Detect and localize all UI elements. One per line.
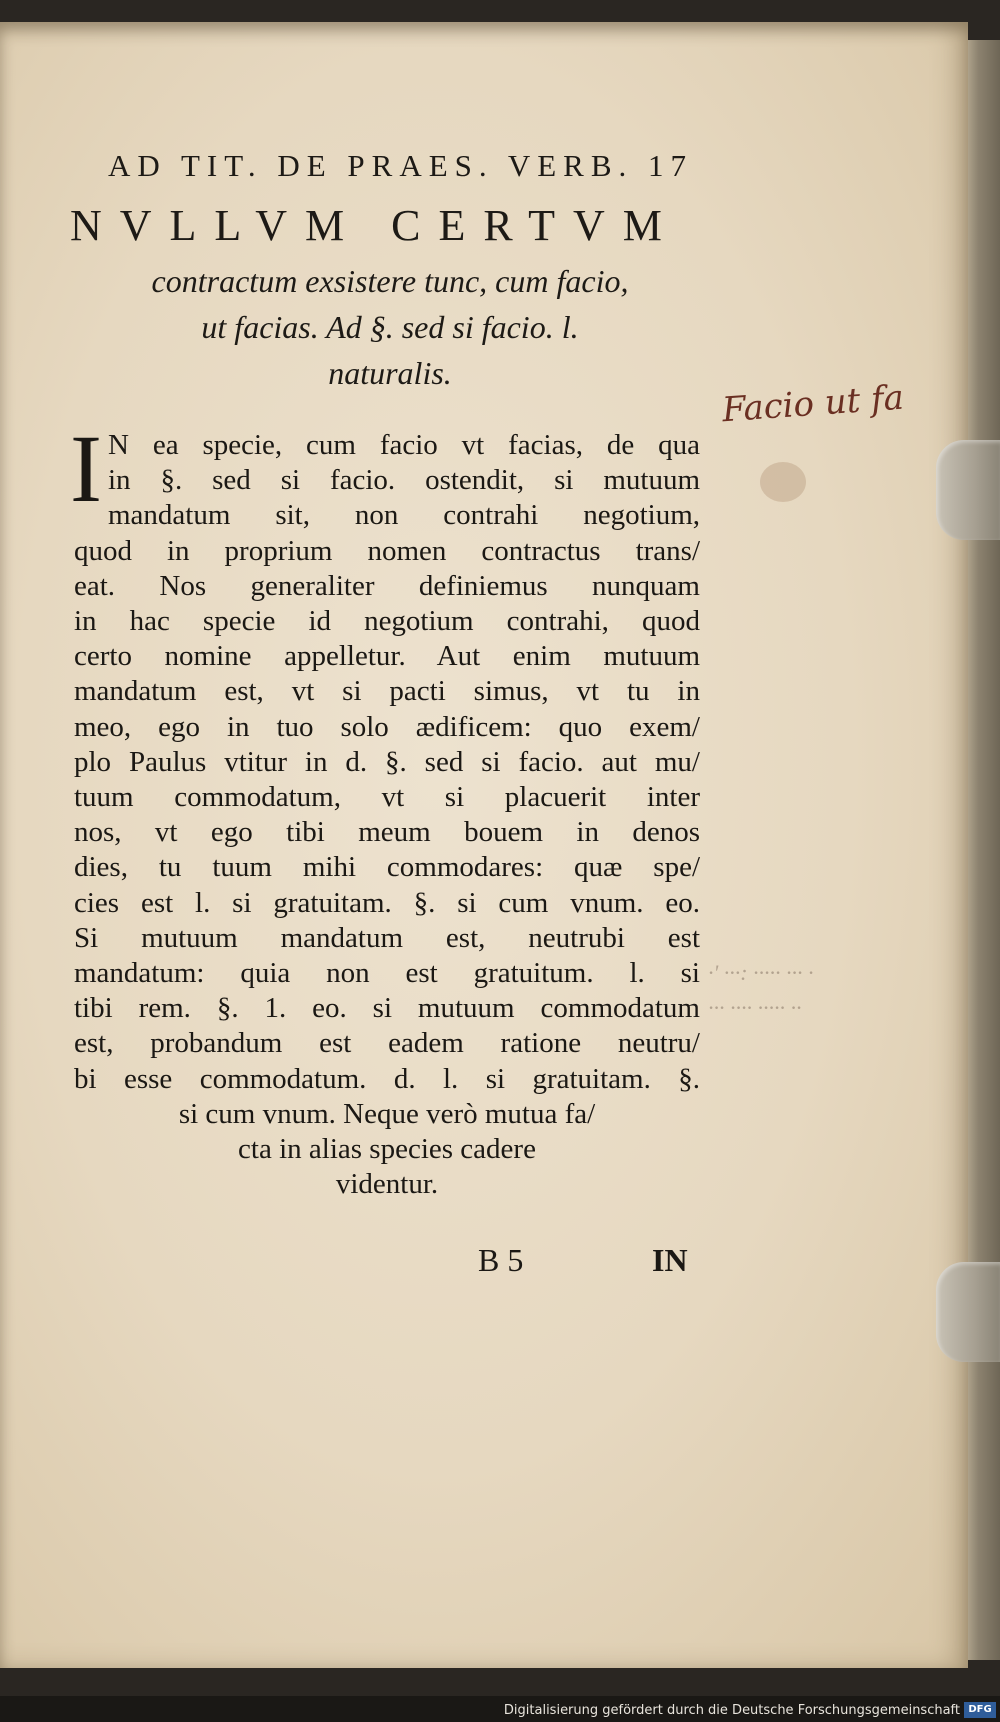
lower-clasp: [936, 1262, 1000, 1362]
text-line: cies est l. si gratuitam. §. si cum vnum. eo.: [74, 886, 700, 919]
running-head: AD TIT. DE PRAES. VERB. 17: [108, 148, 694, 183]
text-line: Si mutuum mandatum est, neutrubi est: [74, 921, 700, 954]
drop-cap: I: [70, 415, 102, 522]
chapter-subtitle: [70, 258, 710, 396]
text-line: est, probandum est eadem ratione neutru/: [74, 1027, 700, 1060]
text-line: plo Paulus vtitur in d. §. sed si facio. aut mu/: [74, 745, 700, 778]
signature-mark: B 5: [478, 1242, 524, 1278]
bleed-through-text: ·' ···: ····· ··· ·: [708, 960, 814, 985]
upper-clasp: [936, 440, 1000, 540]
text-line: mandatum: quia non est gratuitum. l. si: [74, 957, 700, 990]
digitization-footer: [0, 1696, 1000, 1722]
text-line: N ea specie, cum facio vt facias, de qua: [108, 429, 700, 461]
subtitle-line: ut facias. Ad §. sed si facio. l.: [201, 309, 579, 345]
text-line: videntur.: [335, 1168, 439, 1201]
text-line: nos, vt ego tibi meum bouem in denos: [74, 816, 700, 849]
text-line: mandatum est, vt si pacti simus, vt tu in: [74, 675, 700, 708]
text-line: meo, ego in tuo solo ædificem: quo exem/: [74, 710, 700, 743]
text-line: in §. sed si facio. ostendit, si mutuum: [108, 464, 700, 497]
text-line: tibi rem. §. 1. eo. si mutuum commodatum: [74, 992, 700, 1025]
page-stain: [760, 462, 806, 502]
text-line: cta in alias species cadere: [238, 1133, 536, 1166]
subtitle-line: contractum exsistere tunc, cum facio,: [151, 263, 629, 299]
chapter-title: NVLLVM CERTVM: [70, 201, 680, 250]
text-line: certo nomine appelletur. Aut enim mutuum: [74, 640, 700, 673]
bleed-through-text: ··· ···· ····· ··: [708, 995, 802, 1020]
handwritten-annotation: Facio ut fa: [720, 377, 906, 431]
subtitle-line: naturalis.: [328, 355, 452, 391]
body-text: [74, 428, 700, 1202]
text-line: dies, tu tuum mihi commodares: quæ spe/: [74, 851, 700, 884]
text-line: in hac specie id negotium contrahi, quod: [74, 605, 700, 638]
text-line: quod in proprium nomen contractus trans/: [74, 534, 700, 567]
text-line: mandatum sit, non contrahi negotium,: [108, 499, 700, 532]
catchword: IN: [652, 1242, 688, 1278]
text-line: si cum vnum. Neque verò mutua fa/: [178, 1097, 596, 1130]
dfg-logo-icon: DFG: [964, 1702, 996, 1718]
text-line: tuum commodatum, vt si placuerit inter: [74, 781, 700, 814]
text-line: eat. Nos generaliter definiemus nunquam: [74, 569, 700, 602]
footer-credit: Digitalisierung gefördert durch die Deutsche Forschungsgemeinschaft: [503, 1703, 960, 1718]
text-line: bi esse commodatum. d. l. si gratuitam. §.: [74, 1062, 700, 1095]
book-page-edges: [964, 40, 1000, 1660]
